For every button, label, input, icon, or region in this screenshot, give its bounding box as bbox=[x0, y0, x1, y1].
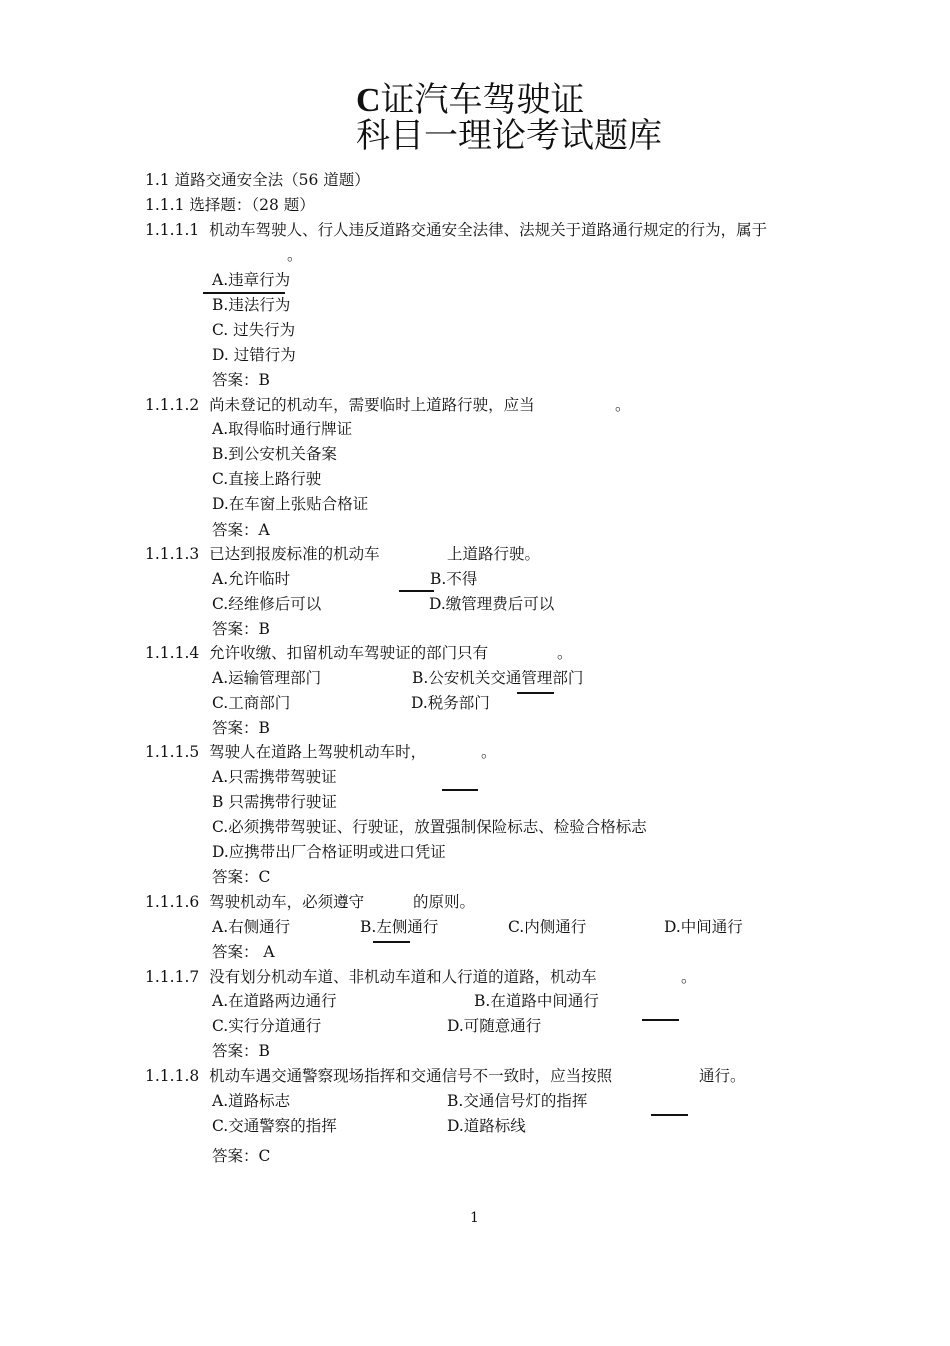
option-2d: D.在车窗上张贴合格证 bbox=[212, 495, 369, 513]
question-5: 1.1.1.5 驾驶人在道路上驾驶机动车时， bbox=[145, 743, 427, 761]
option-3c: C.经维修后可以 bbox=[212, 595, 322, 613]
subsection-heading: 1.1.1 选择题：（28 题） bbox=[145, 196, 315, 214]
option-8d: D.道路标线 bbox=[447, 1117, 526, 1135]
question-2: 1.1.1.2 尚未登记的机动车，需要临时上道路行驶，应当 bbox=[145, 396, 535, 414]
page-number: 1 bbox=[470, 1210, 479, 1226]
option-1d: D. 过错行为 bbox=[212, 346, 296, 364]
option-2a: A.取得临时通行牌证 bbox=[212, 420, 353, 438]
answer-blank bbox=[373, 941, 410, 943]
option-7c: C.实行分道通行 bbox=[212, 1017, 322, 1035]
answer-blank bbox=[651, 1114, 688, 1116]
question-4-tail: 。 bbox=[557, 644, 573, 662]
question-5-tail: 。 bbox=[481, 743, 497, 761]
option-6b: B.左侧通行 bbox=[360, 918, 439, 936]
answer-8: 答案：C bbox=[212, 1147, 271, 1165]
option-8a: A.道路标志 bbox=[212, 1092, 291, 1110]
option-4c: C.工商部门 bbox=[212, 694, 291, 712]
answer-2: 答案：A bbox=[212, 521, 270, 539]
option-4b: B.公安机关交通管理部门 bbox=[412, 669, 584, 687]
option-2b: B.到公安机关备案 bbox=[212, 445, 337, 463]
answer-blank bbox=[203, 292, 285, 294]
option-6a: A.右侧通行 bbox=[212, 918, 291, 936]
question-1-continuation: 。 bbox=[287, 246, 303, 264]
option-1c: C. 过失行为 bbox=[212, 321, 296, 339]
option-3d: D.缴管理费后可以 bbox=[429, 595, 555, 613]
option-4a: A.运输管理部门 bbox=[212, 669, 322, 687]
question-3: 1.1.1.3 已达到报废标准的机动车 bbox=[145, 545, 380, 563]
option-2c: C.直接上路行驶 bbox=[212, 470, 322, 488]
question-2-tail: 。 bbox=[615, 396, 631, 414]
option-5a: A.只需携带驾驶证 bbox=[212, 768, 337, 786]
option-1a: A.违章行为 bbox=[212, 271, 291, 289]
answer-1: 答案：B bbox=[212, 371, 270, 389]
question-7-tail: 。 bbox=[681, 968, 697, 986]
question-8: 1.1.1.8 机动车遇交通警察现场指挥和交通信号不一致时，应当按照 bbox=[145, 1067, 613, 1085]
question-1: 1.1.1.1 机动车驾驶人、行人违反道路交通安全法律、法规关于道路通行规定的行为，属于 bbox=[145, 221, 768, 239]
answer-7: 答案：B bbox=[212, 1042, 270, 1060]
question-6: 1.1.1.6 驾驶机动车，必须遵守 bbox=[145, 893, 365, 911]
option-5b: B 只需携带行驶证 bbox=[212, 793, 337, 811]
option-3b: B.不得 bbox=[430, 570, 478, 588]
option-4d: D.税务部门 bbox=[411, 694, 490, 712]
question-7: 1.1.1.7 没有划分机动车道、非机动车道和人行道的道路，机动车 bbox=[145, 968, 597, 986]
answer-blank bbox=[442, 789, 478, 791]
option-5d: D.应携带出厂合格证明或进口凭证 bbox=[212, 843, 446, 861]
answer-4: 答案：B bbox=[212, 719, 270, 737]
answer-3: 答案：B bbox=[212, 620, 270, 638]
option-8b: B.交通信号灯的指挥 bbox=[447, 1092, 588, 1110]
option-7b: B.在道路中间通行 bbox=[474, 992, 599, 1010]
answer-5: 答案：C bbox=[212, 868, 271, 886]
option-6c: C.内侧通行 bbox=[508, 918, 587, 936]
option-7d: D.可随意通行 bbox=[447, 1017, 542, 1035]
section-heading: 1.1 道路交通安全法（56 道题） bbox=[145, 171, 370, 189]
option-7a: A.在道路两边通行 bbox=[212, 992, 337, 1010]
question-6-tail: 的原则。 bbox=[413, 893, 476, 911]
option-5c: C.必须携带驾驶证、行驶证，放置强制保险标志、检验合格标志 bbox=[212, 818, 647, 836]
answer-blank bbox=[517, 692, 554, 694]
option-8c: C.交通警察的指挥 bbox=[212, 1117, 337, 1135]
answer-6: 答案： A bbox=[212, 943, 275, 961]
question-3-tail: 上道路行驶。 bbox=[447, 545, 541, 563]
option-3a: A.允许临时 bbox=[212, 570, 291, 588]
option-6d: D.中间通行 bbox=[664, 918, 743, 936]
answer-blank bbox=[399, 590, 434, 592]
question-4: 1.1.1.4 允许收缴、扣留机动车驾驶证的部门只有 bbox=[145, 644, 489, 662]
answer-blank bbox=[642, 1019, 679, 1021]
title-line-1: C证汽车驾驶证 bbox=[356, 80, 585, 120]
question-8-tail: 通行。 bbox=[699, 1067, 746, 1085]
title-line-2: 科目一理论考试题库 bbox=[356, 116, 662, 156]
option-1b: B.违法行为 bbox=[212, 296, 291, 314]
